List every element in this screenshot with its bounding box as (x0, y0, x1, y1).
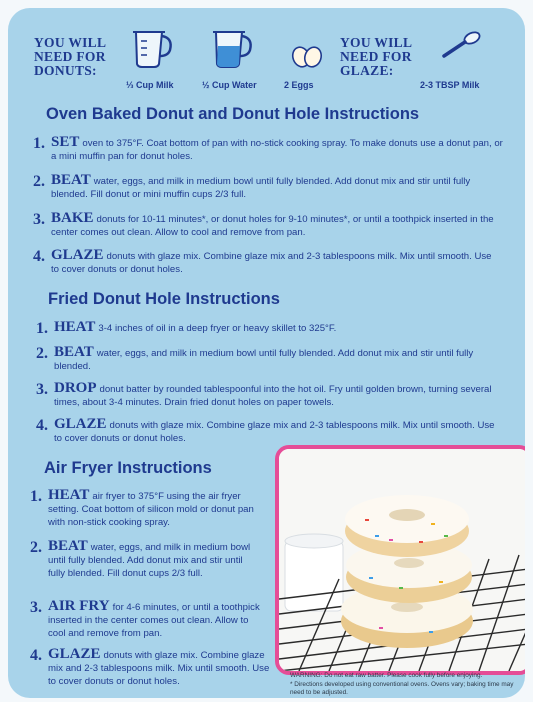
step-number: 1. (30, 488, 42, 505)
step-keyword: BAKE (51, 210, 94, 226)
step-keyword: BEAT (54, 344, 94, 360)
step-keyword: BEAT (51, 172, 91, 188)
step-number: 4. (36, 417, 48, 434)
step-text: donut batter by rounded tablespoonful into the hot oil. Fry until golden brown, turning several times, about 3-4 minutes. Drain fried donut holes on paper towels. (54, 384, 492, 408)
step-text: water, eggs, and milk in medium bowl until fully blended. Add donut mix and stir until fully blended. Fill donut or mini muffin cups 2/3 full. (51, 176, 471, 200)
donut-stack-photo (275, 445, 525, 675)
step-text: 3-4 inches of oil in a deep fryer or heavy skillet to 325°F. (98, 323, 337, 334)
step-number: 3. (30, 599, 42, 616)
step-text: donuts for 10-11 minutes*, or donut holes for 9-10 minutes*, or until a toothpick inserted in the center comes out clean. Allow to cool and remove from pan. (51, 214, 494, 238)
fried-section-title: Fried Donut Hole Instructions (48, 290, 280, 308)
step-text: donuts with glaze mix. Combine glaze mix and 2-3 tablespoons milk. Mix until smooth. Use to cover donuts or donut holes. (51, 251, 492, 275)
eggs-icon (290, 42, 324, 70)
step-number: 2. (33, 173, 45, 190)
step-keyword: GLAZE (48, 646, 101, 662)
step-keyword: AIR FRY (48, 598, 110, 614)
spoon-icon (440, 30, 482, 60)
milk-amount-label: ⅓ Cup Milk (126, 80, 174, 90)
donuts-needs-title: YOU WILL NEED FOR DONUTS: (34, 35, 107, 78)
step-text: donuts with glaze mix. Combine glaze mix and 2-3 tablespoons milk. Mix until smooth. Use to cover donuts or donut holes. (48, 650, 270, 687)
directions-note: * Directions developed using conventional ovens. Ovens vary; baking time may need to be adjusted. (290, 681, 514, 696)
air-step-4 (30, 648, 275, 688)
step-text: donuts with glaze mix. Combine glaze mix and 2-3 tablespoons milk. Mix until smooth. Use to cover donuts or donut holes. (54, 420, 495, 444)
fried-step-3 (36, 382, 511, 409)
step-number: 2. (30, 539, 42, 556)
air-step-2 (30, 540, 262, 580)
step-number: 1. (36, 320, 48, 337)
step-number: 3. (33, 211, 45, 228)
step-text: for 4-6 minutes, or until a toothpick inserted in the center comes out clean. Allow to cool and remove from pan. (48, 602, 260, 639)
fried-step-2 (36, 346, 506, 373)
fried-step-1 (36, 321, 506, 336)
air-step-1 (30, 489, 262, 529)
step-number: 3. (36, 381, 48, 398)
step-number: 1. (33, 135, 45, 152)
step-text: air fryer to 375°F using the air fryer setting. Coat bottom of silicon mold or donut pan with non-stick cooking spray. (48, 491, 254, 528)
eggs-amount-label: 2 Eggs (284, 80, 314, 90)
step-keyword: SET (51, 134, 80, 150)
air-section-title: Air Fryer Instructions (44, 459, 212, 477)
step-text: oven to 375°F. Coat bottom of pan with no-stick cooking spray. To make donuts use a donut pan, or a mini muffin pan for donut holes. (51, 138, 503, 162)
measuring-cup-water-icon (208, 26, 256, 70)
step-text: water, eggs, and milk in medium bowl until fully blended. Add donut mix and stir until fully blended. Fill donut cups 2/3 full. (48, 542, 251, 579)
glaze-milk-amount-label: 2-3 TBSP Milk (420, 80, 480, 90)
donut-stack-image (279, 449, 525, 671)
step-text: water, eggs, and milk in medium bowl until fully blended. Add donut mix and stir until fully blended. (54, 348, 474, 372)
step-keyword: HEAT (48, 487, 90, 503)
step-number: 4. (30, 647, 42, 664)
step-number: 4. (33, 248, 45, 265)
fried-step-4 (36, 418, 496, 445)
glaze-needs-title: YOU WILL NEED FOR GLAZE: (340, 35, 413, 78)
step-keyword: DROP (54, 380, 97, 396)
oven-section-title: Oven Baked Donut and Donut Hole Instructions (46, 105, 420, 123)
raw-batter-warning: WARNING: Do not eat raw batter. Please cook fully before enjoying. (290, 672, 483, 679)
measuring-cup-icon (128, 26, 176, 70)
water-amount-label: ½ Cup Water (202, 80, 257, 90)
oven-step-3 (33, 212, 503, 239)
oven-step-4 (33, 249, 493, 276)
step-keyword: GLAZE (51, 247, 104, 263)
oven-step-2 (33, 174, 503, 201)
oven-step-1 (33, 136, 503, 163)
step-keyword: HEAT (54, 319, 96, 335)
ingredients-header (8, 34, 525, 114)
air-step-3 (30, 600, 265, 640)
step-keyword: BEAT (48, 538, 88, 554)
step-keyword: GLAZE (54, 416, 107, 432)
instruction-panel (8, 8, 525, 698)
step-number: 2. (36, 345, 48, 362)
